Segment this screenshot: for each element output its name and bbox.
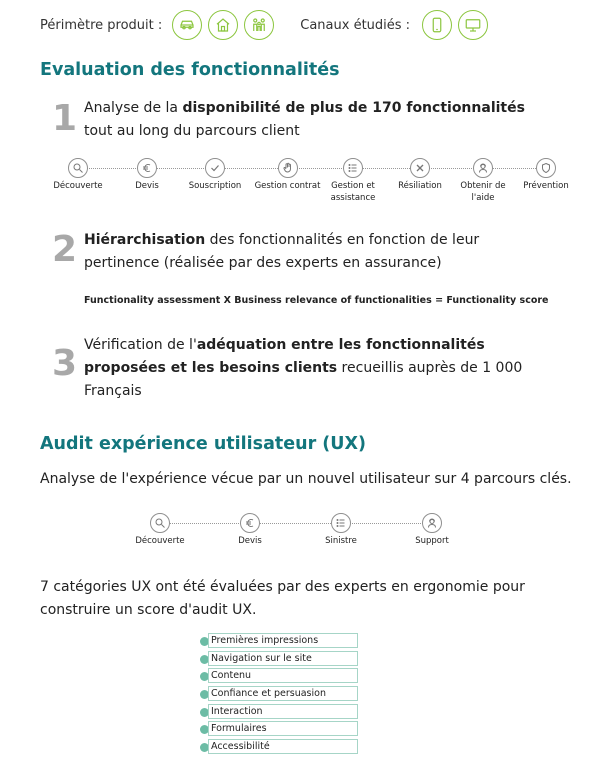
category-label: Contenu	[208, 668, 358, 683]
list-item	[200, 651, 360, 669]
journey-label: Gestion et assistance	[330, 181, 376, 203]
ux-intro-text: Analyse de l'expérience vécue par un nouvel utilisateur sur 4 parcours clés.	[40, 471, 572, 487]
house-icon	[208, 10, 238, 40]
section-title-ux-audit: Audit expérience utilisateur (UX)	[40, 434, 366, 454]
journey-label: Souscription	[188, 181, 242, 191]
journey-label: Sinistre	[325, 536, 357, 546]
journey-ux	[0, 513, 592, 555]
journey-step-prevention	[516, 158, 576, 192]
journey-step-obtenir-aide	[453, 158, 513, 204]
step-1-post: tout au long du parcours client	[84, 123, 300, 139]
check-icon	[205, 158, 225, 178]
shield-icon	[536, 158, 556, 178]
journey-label: Devis	[238, 536, 262, 546]
journey-step-gestion-contrat	[250, 158, 325, 192]
list-item	[200, 633, 360, 651]
step-2-post: des fonctionnalités en fonction de leur pertinence (réalisée par des experts en assurance)	[84, 232, 480, 271]
family-icon	[244, 10, 274, 40]
journey-connector	[165, 523, 433, 524]
journey-label: Gestion contrat	[254, 181, 321, 191]
car-icon	[172, 10, 202, 40]
list-item	[200, 668, 360, 686]
journey-functionalities	[0, 158, 592, 213]
ux-categories-list	[200, 633, 360, 757]
cross-icon	[410, 158, 430, 178]
journey-step-decouverte	[48, 158, 108, 192]
functionality-score-formula: Functionality assessment X Business relevance of functionalities = Functionality score	[84, 295, 549, 306]
category-label: Interaction	[208, 704, 358, 719]
journey-label: Découverte	[135, 536, 185, 546]
journey-label: Découverte	[53, 181, 103, 191]
step-3-pre: Vérification de l'	[84, 337, 197, 353]
euro-icon	[137, 158, 157, 178]
euro-icon	[240, 513, 260, 533]
list-item	[200, 686, 360, 704]
monitor-icon	[458, 10, 488, 40]
section-title-fonctionnalites: Evaluation des fonctionnalités	[40, 60, 340, 80]
category-label: Accessibilité	[208, 739, 358, 754]
support-agent-icon	[422, 513, 442, 533]
journey-step-gestion-assistance	[322, 158, 384, 204]
perimetre-label: Périmètre produit :	[40, 17, 163, 33]
smartphone-icon	[422, 10, 452, 40]
list-item	[200, 739, 360, 757]
journey-step-support	[402, 513, 462, 547]
journey-label: Obtenir de l'aide	[460, 181, 506, 203]
category-label: Navigation sur le site	[208, 651, 358, 666]
journey-step-souscription	[180, 158, 250, 192]
scope-row	[40, 8, 488, 42]
list-icon	[343, 158, 363, 178]
step-number-2: 2	[52, 229, 78, 270]
journey-label: Prévention	[523, 181, 569, 191]
journey-step-sinistre	[311, 513, 371, 547]
category-label: Confiance et persuasion	[208, 686, 358, 701]
list-icon	[331, 513, 351, 533]
canaux-label: Canaux étudiés :	[300, 17, 411, 33]
step-number-1: 1	[52, 98, 78, 139]
step-3-bold: adéquation entre les fonctionnalités proposées et les besoins clients	[84, 337, 485, 376]
step-1-pre: Analyse de la	[84, 100, 183, 116]
hand-icon	[278, 158, 298, 178]
list-item	[200, 704, 360, 722]
search-icon	[150, 513, 170, 533]
step-2-text	[84, 229, 514, 275]
journey-step-devis	[117, 158, 177, 192]
journey-label: Support	[415, 536, 449, 546]
ux-categories-text: 7 catégories UX ont été évaluées par des experts en ergonomie pour construire un score d'audit UX.	[40, 579, 525, 618]
journey-step-resiliation	[390, 158, 450, 192]
search-icon	[68, 158, 88, 178]
journey-step-decouverte	[130, 513, 190, 547]
journey-label: Devis	[135, 181, 159, 191]
journey-step-devis	[220, 513, 280, 547]
step-number-3: 3	[52, 343, 78, 384]
list-item	[200, 721, 360, 739]
category-label: Formulaires	[208, 721, 358, 736]
step-3-post: recueillis auprès de 1 000 Français	[84, 360, 523, 399]
step-1-bold: disponibilité de plus de 170 fonctionnalités	[182, 100, 525, 116]
category-label: Premières impressions	[208, 633, 358, 648]
step-3-text	[84, 334, 554, 403]
step-2-bold: Hiérarchisation	[84, 232, 206, 248]
journey-label: Résiliation	[398, 181, 442, 191]
support-agent-icon	[473, 158, 493, 178]
step-1-text	[84, 97, 564, 143]
